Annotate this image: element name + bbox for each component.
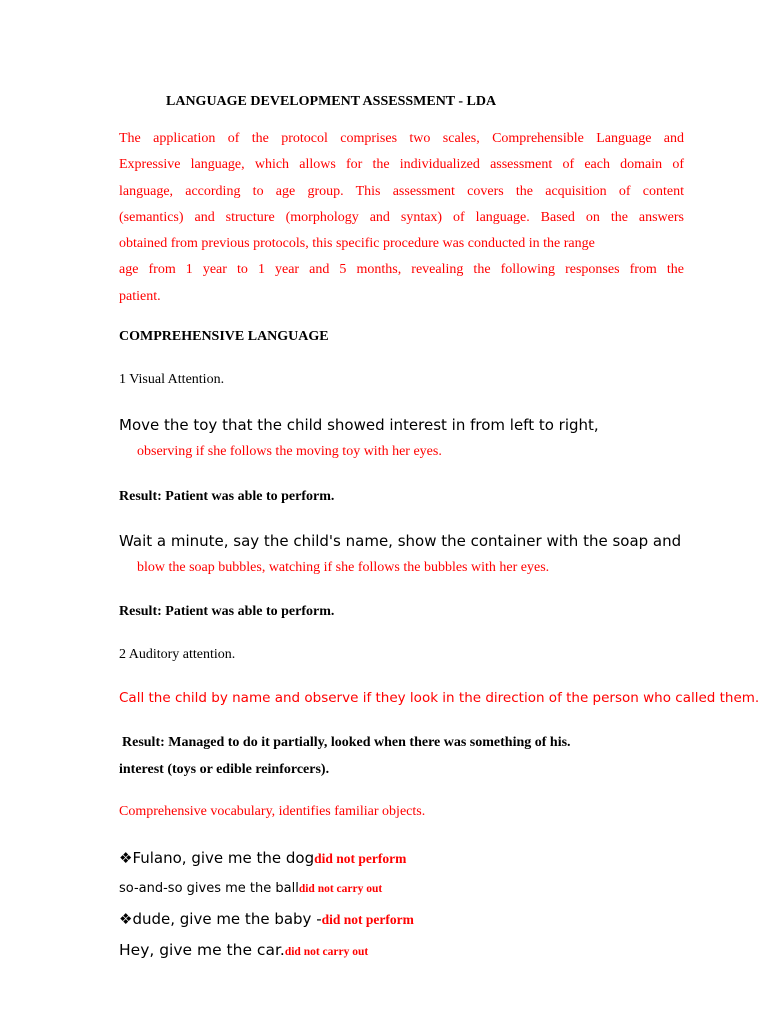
vocabulary-item-text: ❖Fulano, give me the dog bbox=[119, 849, 315, 867]
visual-item1-line2: observing if she follows the moving toy with her eyes. bbox=[137, 444, 442, 459]
vocabulary-item-text: ❖dude, give me the baby - bbox=[119, 910, 322, 928]
vocabulary-item-text: Hey, give me the car. bbox=[119, 941, 285, 959]
intro-line: age from 1 year to 1 year and 5 months, revealing the following responses from the bbox=[119, 262, 684, 278]
vocabulary-item bbox=[119, 910, 414, 929]
document-title: LANGUAGE DEVELOPMENT ASSESSMENT - LDA bbox=[166, 94, 497, 109]
vocabulary-item bbox=[119, 849, 406, 868]
vocabulary-item-status: did not perform bbox=[321, 912, 414, 927]
intro-line: Expressive language, which allows for the individualized assessment of each domain of bbox=[119, 157, 684, 173]
visual-item1-line1: Move the toy that the child showed interest in from left to right, bbox=[119, 416, 599, 434]
auditory-attention-heading: 2 Auditory attention. bbox=[119, 647, 236, 662]
auditory-result-line1: Result: Managed to do it partially, looked when there was something of his. bbox=[122, 735, 571, 750]
vocabulary-item-status: did not carry out bbox=[284, 946, 369, 958]
vocabulary-item-status: did not carry out bbox=[298, 883, 383, 895]
visual-item2-line1: Wait a minute, say the child's name, show the container with the soap and bbox=[119, 532, 682, 550]
intro-paragraph bbox=[119, 126, 684, 310]
intro-line: patient. bbox=[119, 288, 161, 304]
auditory-result-line2: interest (toys or edible reinforcers). bbox=[119, 762, 330, 777]
visual-item2-result: Result: Patient was able to perform. bbox=[119, 604, 335, 619]
section-heading: COMPREHENSIVE LANGUAGE bbox=[119, 329, 329, 344]
visual-item1-result: Result: Patient was able to perform. bbox=[119, 489, 335, 504]
vocabulary-item bbox=[119, 941, 368, 960]
vocabulary-item-status: did not perform bbox=[314, 851, 407, 866]
intro-line: language, according to age group. This assessment covers the acquisition of content bbox=[119, 183, 684, 199]
intro-line: obtained from previous protocols, this specific procedure was conducted in the range bbox=[119, 236, 595, 252]
vocabulary-item-text: so-and-so gives me the ball bbox=[119, 881, 299, 896]
auditory-instruction: Call the child by name and observe if they look in the direction of the person who called them. bbox=[119, 690, 760, 706]
visual-attention-heading: 1 Visual Attention. bbox=[119, 372, 225, 387]
vocabulary-item bbox=[119, 879, 382, 897]
intro-line: (semantics) and structure (morphology and syntax) of language. Based on the answers bbox=[119, 209, 684, 225]
vocabulary-heading: Comprehensive vocabulary, identifies familiar objects. bbox=[119, 804, 426, 819]
visual-item2-line2: blow the soap bubbles, watching if she follows the bubbles with her eyes. bbox=[137, 560, 550, 575]
intro-line: The application of the protocol comprises two scales, Comprehensible Language and bbox=[119, 131, 684, 146]
